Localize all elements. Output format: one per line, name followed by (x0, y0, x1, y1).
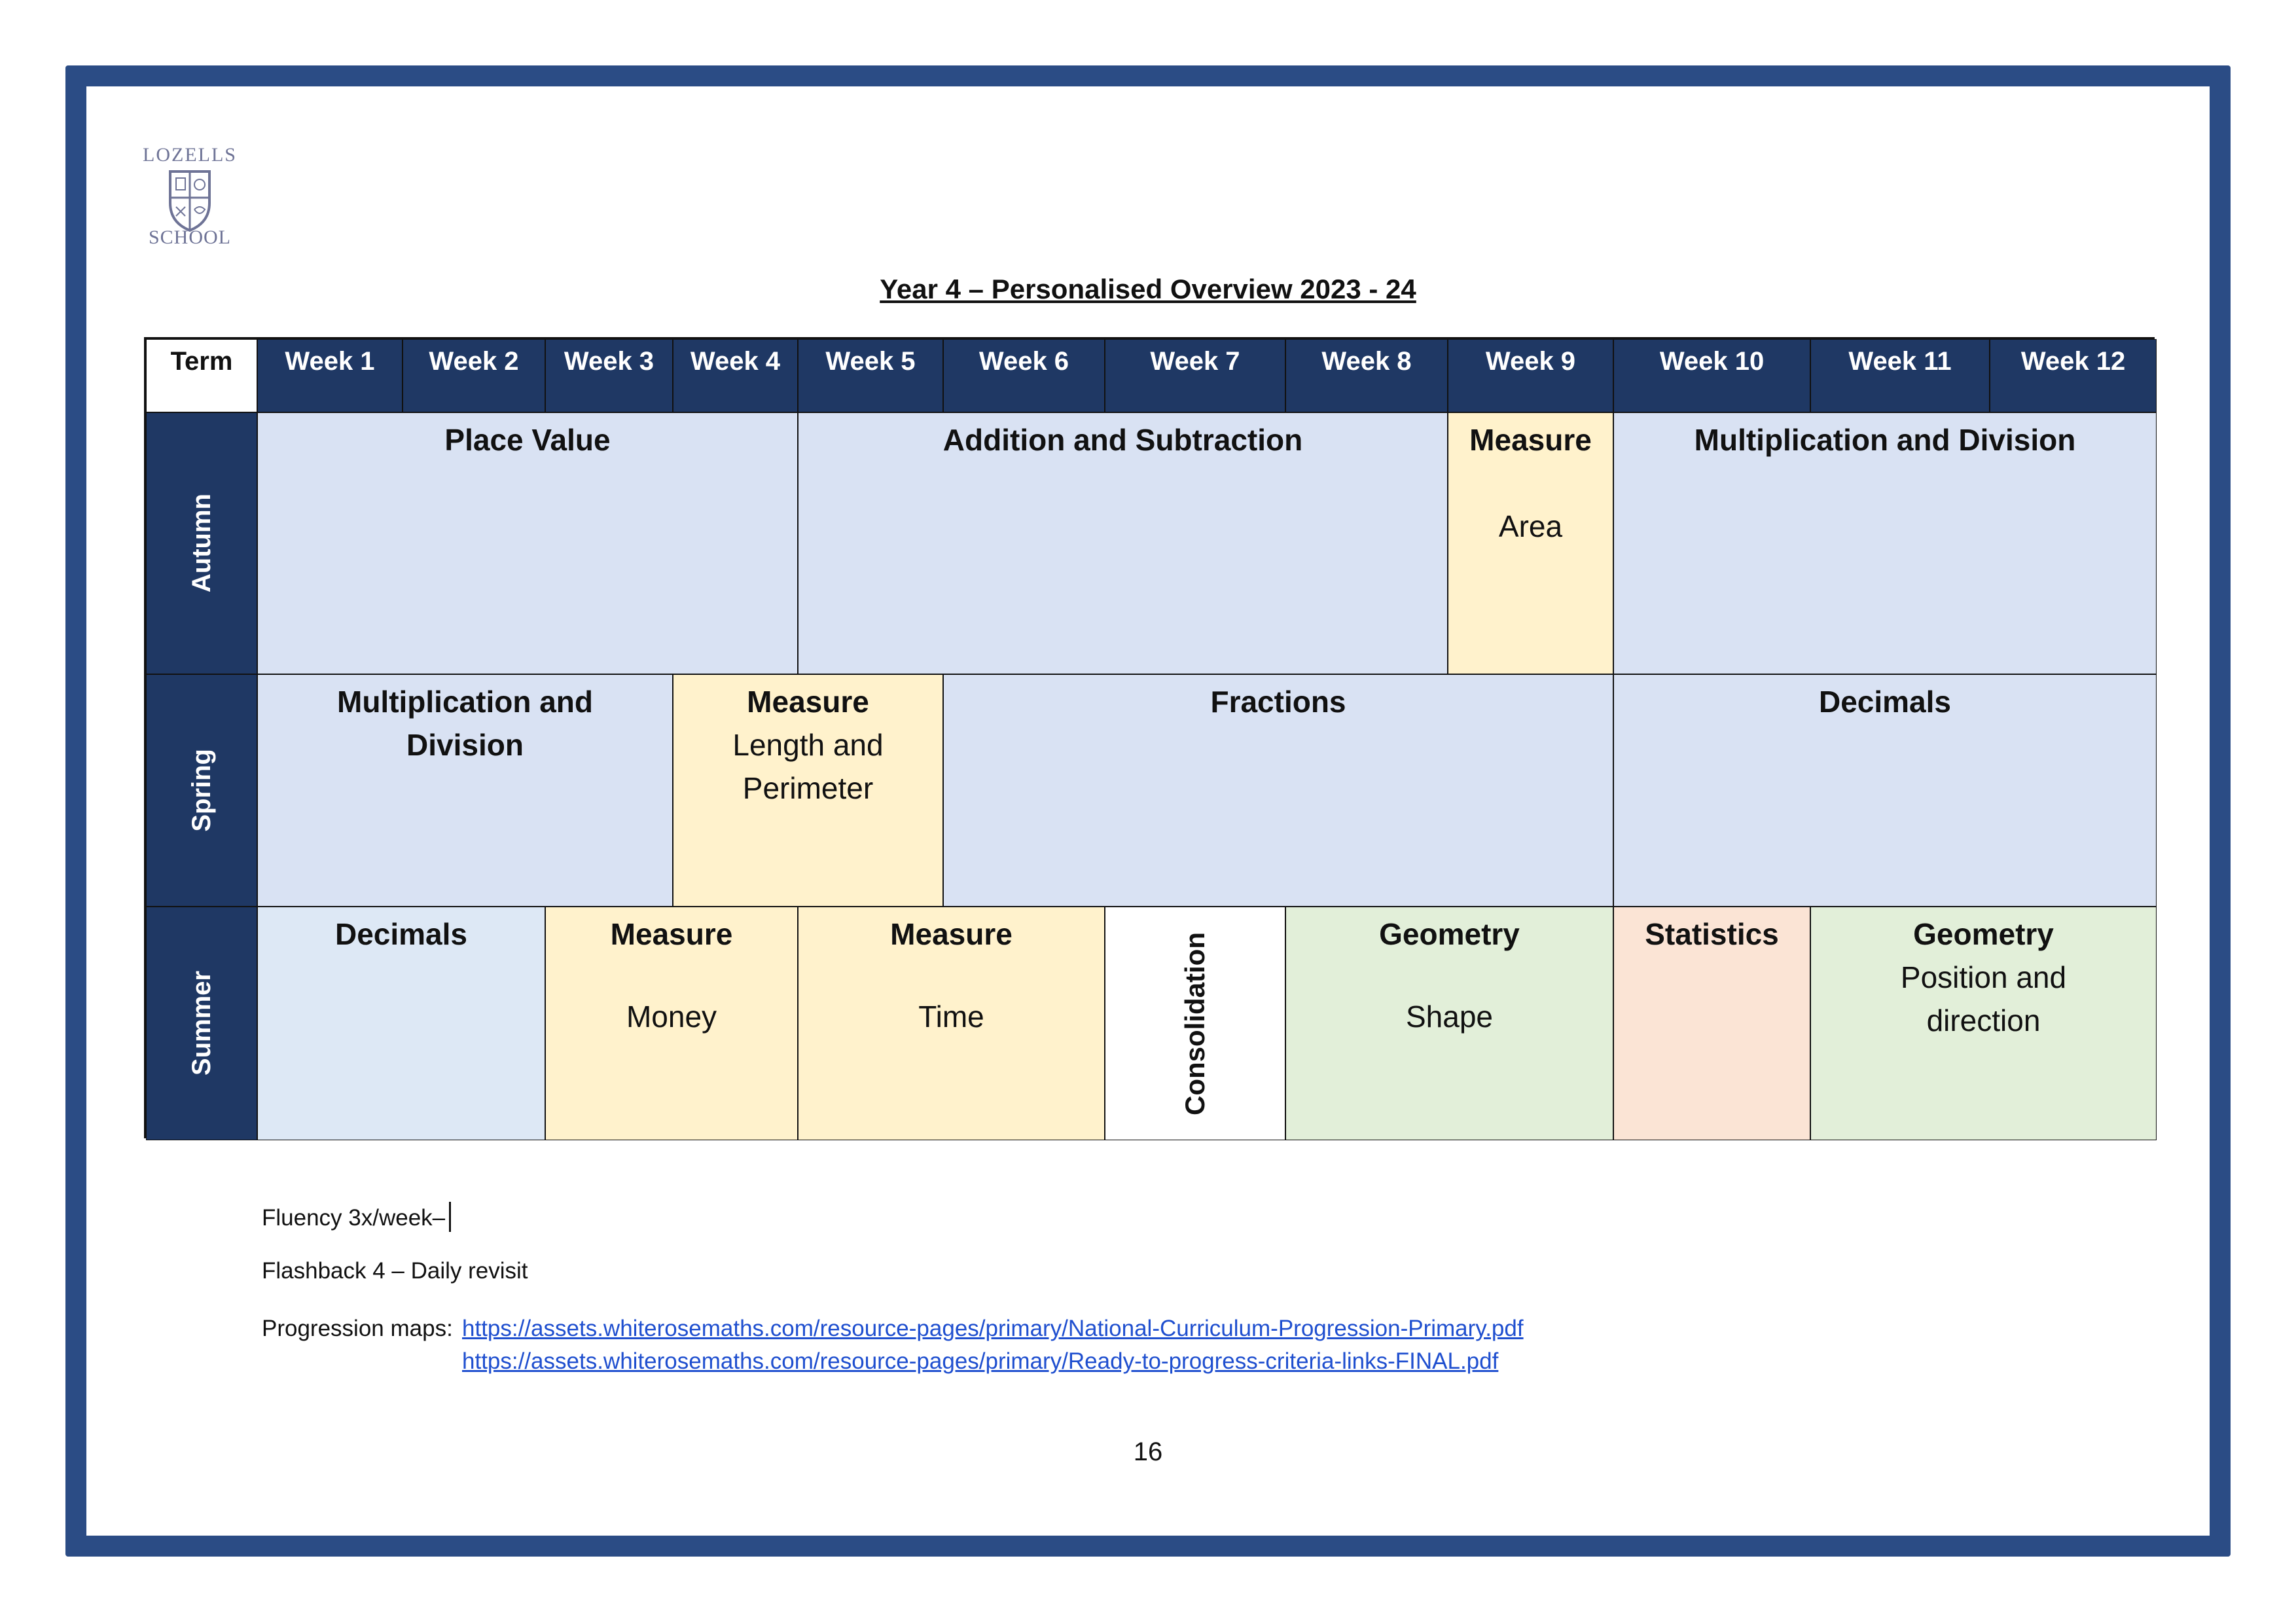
logo-school-text: SCHOOL (148, 226, 231, 248)
unit-title: Measure (747, 685, 869, 719)
unit-measure-area (1448, 412, 1613, 674)
unit-measure-length-perimeter (673, 674, 943, 907)
header-week-7: Week 7 (1105, 339, 1285, 412)
header-week-11: Week 11 (1810, 339, 1990, 412)
unit-subtitle: Time (918, 1000, 984, 1034)
unit-title: Decimals (1818, 685, 1951, 719)
unit-title: Measure (1469, 423, 1592, 457)
unit-title: Fractions (1210, 685, 1346, 719)
unit-subtitle: Shape (1405, 1000, 1493, 1034)
header-week-12: Week 12 (1990, 339, 2157, 412)
fluency-note (262, 1202, 451, 1232)
unit-place-value (257, 412, 798, 674)
unit-title: Measure (890, 917, 1013, 951)
flashback-note: Flashback 4 – Daily revisit (262, 1258, 528, 1284)
header-term: Term (146, 339, 257, 412)
unit-measure-time (798, 907, 1105, 1140)
progression-link-1[interactable] (462, 1316, 1524, 1342)
unit-measure-money (545, 907, 798, 1140)
unit-geometry-position-direction (1810, 907, 2157, 1140)
school-logo (128, 144, 252, 262)
unit-decimals (1613, 674, 2157, 907)
unit-fractions (943, 674, 1613, 907)
unit-statistics (1613, 907, 1810, 1140)
overview-table (144, 337, 2155, 1138)
term-summer (146, 907, 257, 1140)
unit-subtitle: Position and direction (1900, 960, 2067, 1038)
unit-title: Place Value (444, 423, 611, 457)
unit-multiplication-division (257, 674, 673, 907)
header-week-9: Week 9 (1448, 339, 1613, 412)
unit-title: Geometry (1379, 917, 1520, 951)
unit-title: Decimals (334, 917, 467, 951)
unit-multiplication-division (1613, 412, 2157, 674)
text-cursor (449, 1202, 451, 1232)
header-week-2: Week 2 (403, 339, 545, 412)
unit-title: Multiplication and Division (1694, 423, 2076, 457)
unit-subtitle: Length and Perimeter (732, 728, 884, 805)
unit-addition-subtraction (798, 412, 1448, 674)
fluency-text: Fluency 3x/week– (262, 1205, 446, 1231)
progression-maps-label: Progression maps: (262, 1316, 453, 1341)
term-label: Summer (187, 971, 216, 1076)
unit-decimals (257, 907, 545, 1140)
header-week-5: Week 5 (798, 339, 943, 412)
unit-title: Statistics (1645, 917, 1779, 951)
unit-subtitle: Area (1498, 509, 1563, 543)
term-label: Autumn (187, 494, 216, 593)
unit-title: Addition and Subtraction (942, 423, 1303, 457)
unit-subtitle: Money (626, 1000, 717, 1034)
unit-title: Geometry (1913, 917, 2054, 951)
unit-title: Multiplication and Division (337, 685, 593, 762)
header-week-3: Week 3 (545, 339, 673, 412)
page-title: Year 4 – Personalised Overview 2023 - 24 (880, 274, 1416, 304)
page-number: 16 (1133, 1437, 1163, 1466)
header-week-10: Week 10 (1613, 339, 1810, 412)
term-label: Spring (187, 749, 216, 832)
unit-geometry-shape (1285, 907, 1613, 1140)
header-week-8: Week 8 (1285, 339, 1448, 412)
unit-title: Consolidation (1179, 931, 1210, 1115)
header-week-6: Week 6 (943, 339, 1105, 412)
link-text[interactable]: https://assets.whiterosemaths.com/resource-pages/primary/National-Curriculum-Progression-Primary.pdf (462, 1316, 1524, 1341)
term-autumn (146, 412, 257, 674)
header-week-4: Week 4 (673, 339, 798, 412)
link-text[interactable]: https://assets.whiterosemaths.com/resource-pages/primary/Ready-to-progress-criteria-links-FINAL.pdf (462, 1348, 1499, 1374)
unit-consolidation (1105, 907, 1285, 1140)
logo-arc-text: LOZELLS (143, 144, 237, 166)
term-spring (146, 674, 257, 907)
progression-link-2[interactable] (462, 1348, 1498, 1375)
header-week-1: Week 1 (257, 339, 403, 412)
unit-title: Measure (610, 917, 733, 951)
